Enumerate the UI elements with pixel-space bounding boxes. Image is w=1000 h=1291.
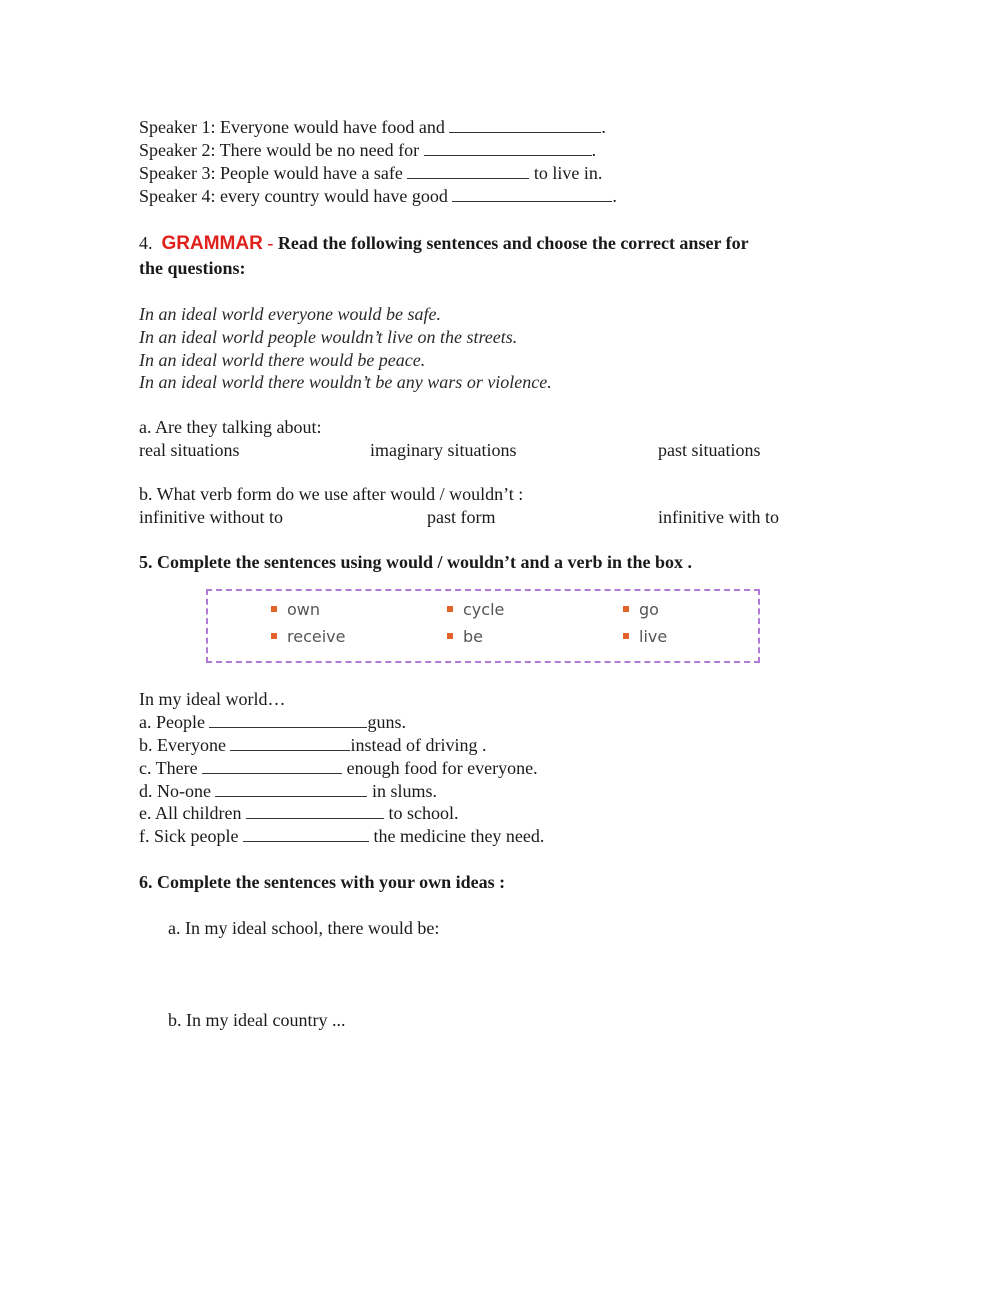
qa-option[interactable]: past situations (658, 440, 761, 460)
example-sentence: In an ideal world there wouldn’t be any wars or violence. (139, 372, 552, 392)
bullet-icon (623, 633, 629, 639)
answer-blank[interactable] (202, 758, 342, 774)
example-sentence: In an ideal world people wouldn’t live on the streets. (139, 327, 518, 347)
exercise-item: d. No-one in slums. (139, 781, 437, 801)
question-a: a. Are they talking about: (139, 417, 322, 437)
bullet-icon (271, 606, 277, 612)
exercise-item: e. All children to school. (139, 803, 459, 823)
exercise-item: a. People guns. (139, 712, 406, 732)
ideal-world-intro: In my ideal world… (139, 689, 286, 709)
word-item: own (271, 600, 320, 619)
exercise-6-item-b[interactable]: b. In my ideal country ... (168, 1010, 346, 1030)
answer-blank[interactable] (209, 712, 367, 728)
word-item: live (623, 627, 667, 646)
word-item: receive (271, 627, 345, 646)
exercise-5-title: 5. Complete the sentences using would / wouldn’t and a verb in the box . (139, 552, 693, 572)
answer-blank[interactable] (449, 117, 601, 133)
answer-blank[interactable] (243, 826, 369, 842)
word-item: go (623, 600, 659, 619)
bullet-icon (447, 633, 453, 639)
speaker-line-1: Speaker 1: Everyone would have food and . (139, 117, 606, 137)
qa-option[interactable]: imaginary situations (370, 440, 517, 460)
exercise-item: c. There enough food for everyone. (139, 758, 538, 778)
speaker-line-3: Speaker 3: People would have a safe to live in. (139, 163, 603, 183)
bullet-icon (623, 606, 629, 612)
qa-option[interactable]: real situations (139, 440, 240, 460)
speaker-line-4: Speaker 4: every country would have good . (139, 186, 617, 206)
bullet-icon (447, 606, 453, 612)
exercise-6-item-a[interactable]: a. In my ideal school, there would be: (168, 918, 440, 938)
exercise-6-title: 6. Complete the sentences with your own ideas : (139, 872, 506, 892)
example-sentence: In an ideal world there would be peace. (139, 350, 426, 370)
answer-blank[interactable] (230, 735, 350, 751)
grammar-heading: 4. GRAMMAR - Read the following sentences and choose the correct anser for (139, 233, 749, 254)
qb-option[interactable]: infinitive with to (658, 507, 779, 527)
speaker-line-2: Speaker 2: There would be no need for . (139, 140, 597, 160)
answer-blank[interactable] (215, 781, 367, 797)
question-b: b. What verb form do we use after would / wouldn’t : (139, 484, 524, 504)
qb-option[interactable]: infinitive without to (139, 507, 283, 527)
grammar-keyword: GRAMMAR (161, 233, 263, 254)
grammar-heading-cont: the questions: (139, 258, 246, 278)
bullet-icon (271, 633, 277, 639)
example-sentence: In an ideal world everyone would be safe. (139, 304, 441, 324)
word-item: cycle (447, 600, 504, 619)
exercise-item: f. Sick people the medicine they need. (139, 826, 545, 846)
answer-blank[interactable] (452, 186, 612, 202)
word-item: be (447, 627, 483, 646)
answer-blank[interactable] (407, 163, 529, 179)
answer-blank[interactable] (424, 140, 592, 156)
qb-option[interactable]: past form (427, 507, 496, 527)
answer-blank[interactable] (246, 803, 384, 819)
exercise-item: b. Everyone instead of driving . (139, 735, 487, 755)
